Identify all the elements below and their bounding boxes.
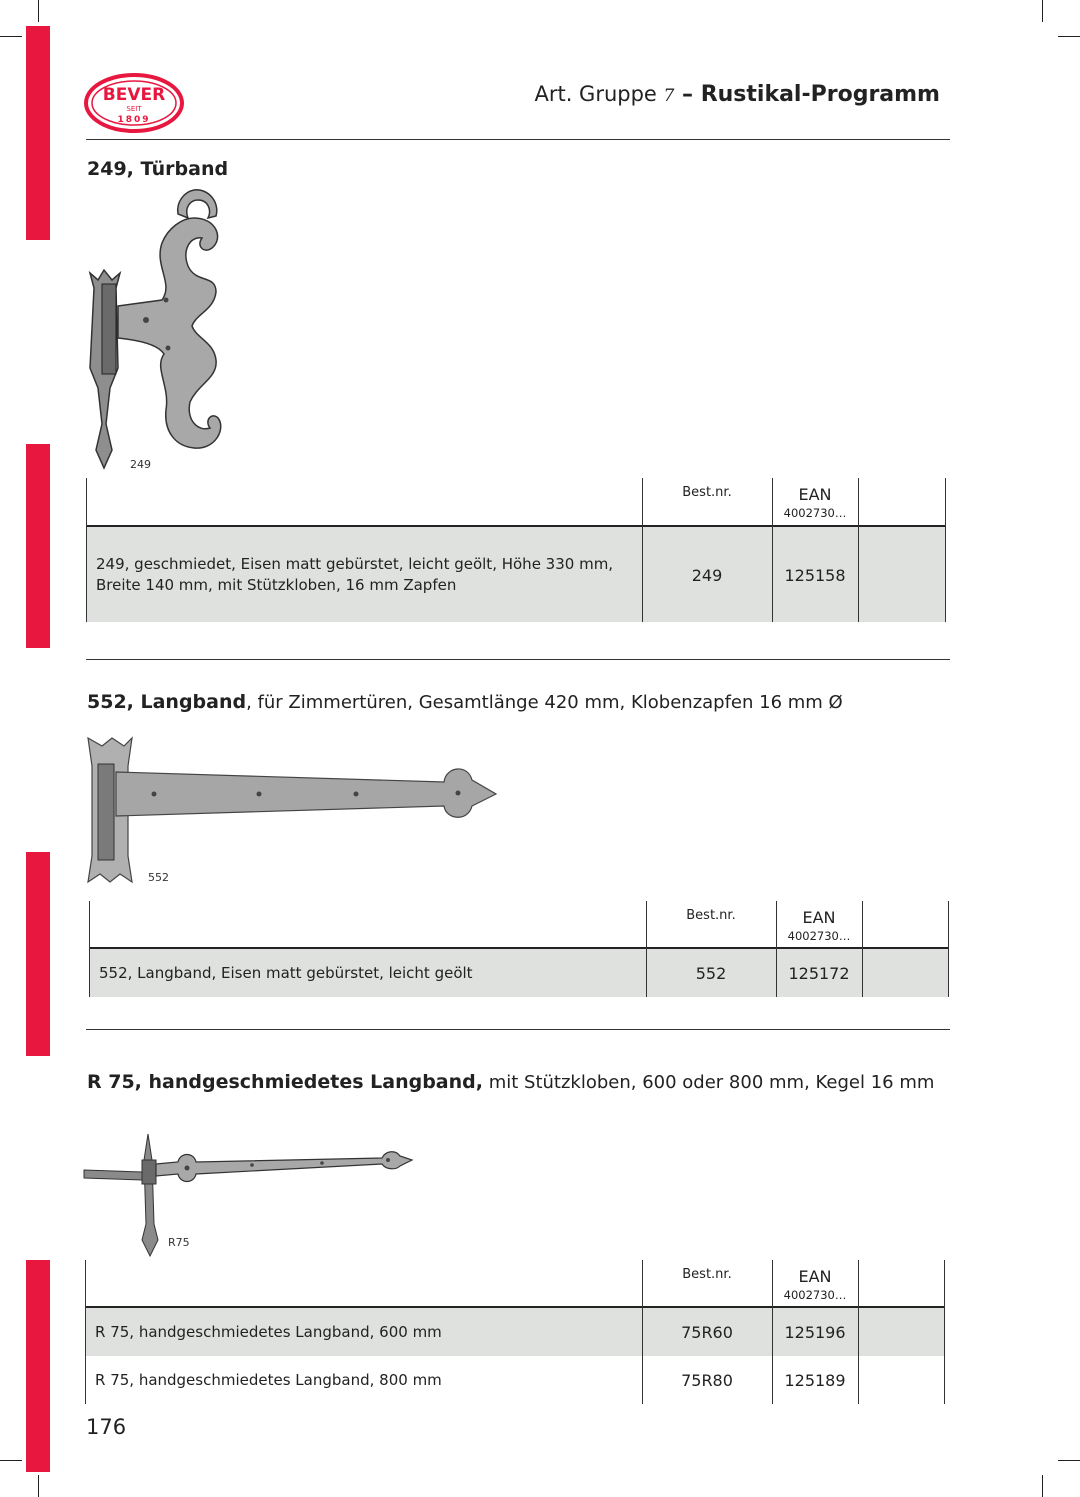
product-table-249 [86,478,946,622]
red-index-tab [26,1260,50,1472]
page-header-title [534,82,940,107]
col-header-bestnr: Best.nr. [682,1267,732,1282]
table-border [85,1260,86,1404]
row-bestnr: 75R80 [681,1371,733,1390]
crop-mark [1058,1460,1080,1461]
svg-text:1809: 1809 [117,115,151,125]
row-ean: 125158 [784,566,846,585]
col-header-ean: EAN [798,485,832,504]
row-bestnr: 249 [691,566,723,585]
col-header-bestnr: Best.nr. [686,908,736,923]
divider [86,659,950,660]
col-header-ean-prefix: 4002730… [787,929,851,943]
row-description: 552, Langband, Eisen matt gebürstet, leicht geölt [99,964,473,982]
logo-text: BEVER [102,85,166,105]
section-title-bold: 552, Langband [87,691,247,713]
red-index-tab [26,26,50,240]
table-border [858,478,859,622]
table-border [86,478,87,622]
col-header-ean: EAN [798,1267,832,1286]
hinge-249-image [84,188,234,470]
crop-mark [38,1475,39,1497]
header-prefix: Art. Gruppe [534,82,657,106]
crop-mark [38,0,39,22]
section-title-rest: mit Stützkloben, 600 oder 800 mm, Kegel 16 mm [482,1072,935,1093]
header-main-title: Rustikal-Programm [700,82,940,107]
table-border [948,901,949,997]
table-border [944,1260,945,1404]
page-number: 176 [86,1415,127,1439]
product-table-552 [89,901,949,997]
row-description: 249, geschmiedet, Eisen matt gebürstet, leicht geölt, Höhe 330 mm, [96,555,614,573]
row-description: R 75, handgeschmiedetes Langband, 800 mm [95,1371,442,1389]
crop-mark [0,36,22,37]
red-index-tab [26,444,50,648]
product-table-r75 [85,1260,945,1404]
header-group-number: 7 [663,86,675,106]
section-title-rest: , für Zimmertüren, Gesamtlänge 420 mm, Klobenzapfen 16 mm Ø [246,692,843,713]
table-border [858,1260,859,1404]
hinge-r75-image [82,1132,416,1258]
table-border [89,901,90,997]
section-title-r75 [87,1071,934,1093]
table-border [862,901,863,997]
section-title-552 [87,691,843,713]
hinge-552-image [84,736,504,886]
divider [86,139,950,140]
divider [86,1029,950,1030]
crop-mark [1042,0,1043,22]
red-index-tab [26,852,50,1056]
image-label-r75: R75 [168,1236,190,1249]
row-description: R 75, handgeschmiedetes Langband, 600 mm [95,1323,442,1341]
image-label-249: 249 [130,458,151,471]
col-header-ean: EAN [802,908,836,927]
header-dash: – [674,82,701,107]
section-title-bold: 249, Türband [87,158,229,180]
table-border [945,478,946,622]
col-header-ean-prefix: 4002730… [783,506,847,520]
crop-mark [1058,36,1080,37]
section-title-249 [87,158,228,180]
row-ean: 125196 [784,1323,846,1342]
svg-text:SEIT: SEIT [126,105,142,113]
image-label-552: 552 [148,871,169,884]
col-header-ean-prefix: 4002730… [783,1288,847,1302]
section-title-bold: R 75, handgeschmiedetes Langband, [87,1071,483,1093]
row-ean: 125172 [788,964,850,983]
row-bestnr: 552 [695,964,727,983]
crop-mark [0,1460,22,1461]
col-header-bestnr: Best.nr. [682,485,732,500]
bever-logo [82,72,186,134]
row-description-line2: Breite 140 mm, mit Stützkloben, 16 mm Zapfen [96,576,457,594]
crop-mark [1042,1475,1043,1497]
row-ean: 125189 [784,1371,846,1390]
row-bestnr: 75R60 [681,1323,733,1342]
